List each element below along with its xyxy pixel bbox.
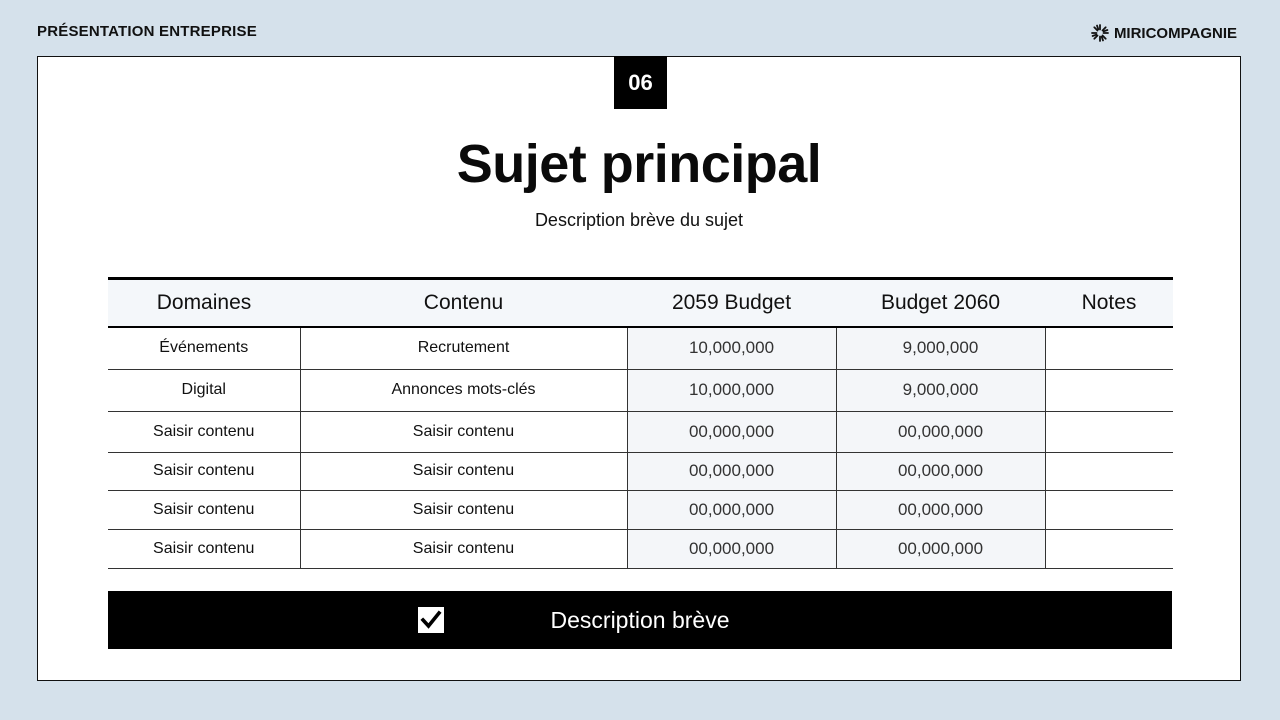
cell-domaine: Digital xyxy=(108,369,300,411)
cell-domaine: Saisir contenu xyxy=(108,411,300,452)
cell-contenu: Saisir contenu xyxy=(300,529,627,568)
cell-notes xyxy=(1045,411,1173,452)
brand-logo xyxy=(1091,24,1237,42)
cell-budget-2059: 00,000,000 xyxy=(627,490,836,529)
slide-frame xyxy=(37,56,1241,681)
cell-notes xyxy=(1045,369,1173,411)
cell-notes xyxy=(1045,490,1173,529)
column-header-budget-2060: Budget 2060 xyxy=(836,279,1045,328)
cell-budget-2059: 10,000,000 xyxy=(627,327,836,369)
cell-domaine: Saisir contenu xyxy=(108,529,300,568)
table-header-row xyxy=(108,279,1173,328)
brand-name: MIRICOMPAGNIE xyxy=(1113,24,1237,42)
column-header-contenu: Contenu xyxy=(300,279,627,328)
cell-contenu: Annonces mots-clés xyxy=(300,369,627,411)
cell-notes xyxy=(1045,452,1173,490)
cell-budget-2060: 00,000,000 xyxy=(836,452,1045,490)
cell-budget-2060: 00,000,000 xyxy=(836,490,1045,529)
column-header-budget-2059: 2059 Budget xyxy=(627,279,836,328)
summary-banner xyxy=(108,591,1172,649)
cell-contenu: Saisir contenu xyxy=(300,490,627,529)
cell-budget-2059: 00,000,000 xyxy=(627,529,836,568)
cell-domaine: Saisir contenu xyxy=(108,452,300,490)
cell-budget-2059: 00,000,000 xyxy=(627,452,836,490)
summary-text: Description brève xyxy=(550,607,730,633)
slide-number-badge: 06 xyxy=(614,56,667,109)
cell-domaine: Événements xyxy=(108,327,300,369)
cell-budget-2060: 00,000,000 xyxy=(836,529,1045,568)
cell-notes xyxy=(1045,327,1173,369)
table-row xyxy=(108,411,1173,452)
cell-contenu: Recrutement xyxy=(300,327,627,369)
table-row xyxy=(108,327,1173,369)
cell-contenu: Saisir contenu xyxy=(300,411,627,452)
presentation-label: PRÉSENTATION ENTREPRISE xyxy=(37,23,257,40)
cell-budget-2059: 10,000,000 xyxy=(627,369,836,411)
page-title: Sujet principal xyxy=(456,134,822,194)
budget-table xyxy=(108,277,1173,569)
table-row xyxy=(108,369,1173,411)
table-row xyxy=(108,452,1173,490)
column-header-domaines: Domaines xyxy=(108,279,300,328)
page-subtitle: Description brève du sujet xyxy=(534,210,744,230)
cell-budget-2060: 00,000,000 xyxy=(836,411,1045,452)
sunburst-icon xyxy=(1091,24,1109,42)
cell-budget-2060: 9,000,000 xyxy=(836,369,1045,411)
column-header-notes: Notes xyxy=(1045,279,1173,328)
cell-budget-2060: 9,000,000 xyxy=(836,327,1045,369)
table-row xyxy=(108,529,1173,568)
cell-domaine: Saisir contenu xyxy=(108,490,300,529)
table-row xyxy=(108,490,1173,529)
cell-budget-2059: 00,000,000 xyxy=(627,411,836,452)
cell-notes xyxy=(1045,529,1173,568)
cell-contenu: Saisir contenu xyxy=(300,452,627,490)
